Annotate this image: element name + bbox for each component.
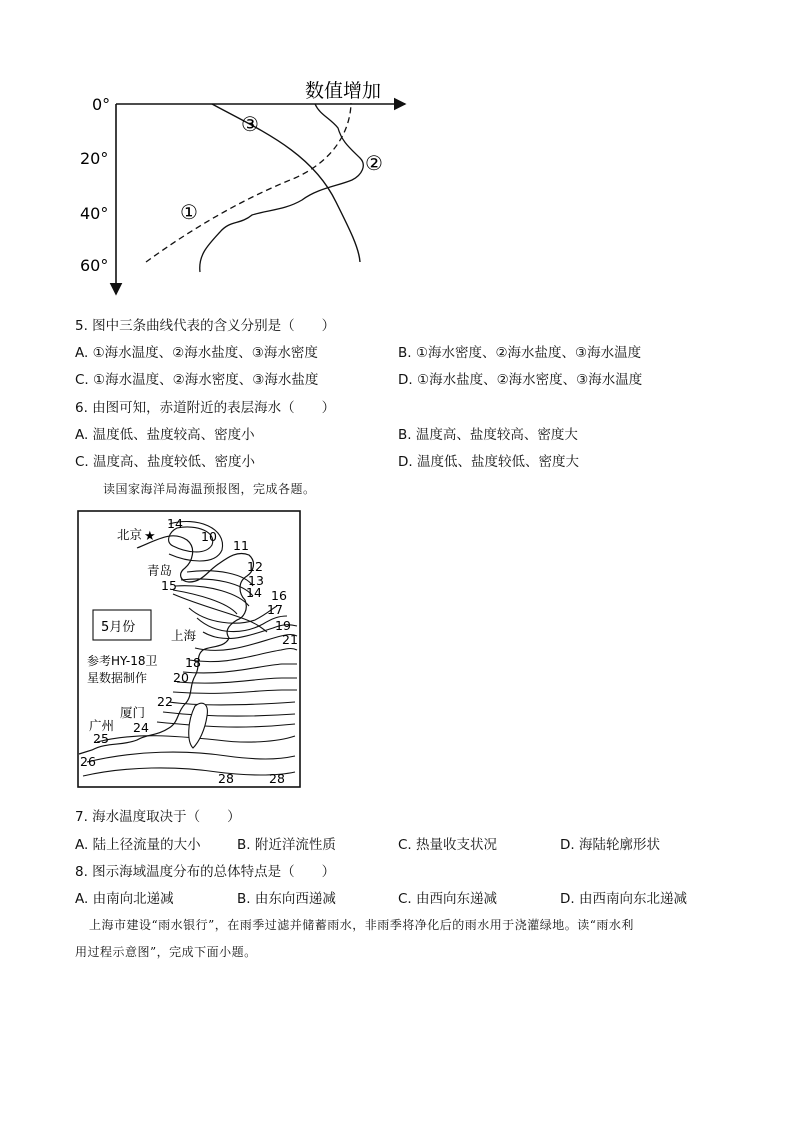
q5-option-b[interactable]: B. ①海水密度、②海水盐度、③海水温度 [398,345,642,361]
isotherm-label: 17 [267,602,283,617]
beijing-star-icon: ★ [144,529,156,544]
curve-2 [200,104,364,272]
q6-option-b[interactable]: B. 温度高、盐度较高、密度大 [398,427,578,443]
intro-sea-temp: 读国家海洋局海温预报图，完成各题。 [103,482,316,496]
isotherm-label: 14 [246,585,262,600]
q5-option-d[interactable]: D. ①海水盐度、②海水密度、③海水温度 [398,372,643,388]
isotherm-label: 10 [201,529,217,544]
city-beijing: 北京 [117,527,143,542]
y-tick-40: 40° [80,204,109,223]
intro-rain-bank-line2: 用过程示意图”，完成下面小题。 [75,945,257,959]
q6-stem: 6. 由图可知，赤道附近的表层海水（ ） [75,400,336,416]
isotherm-label: 16 [271,588,287,603]
q7-option-a[interactable]: A. 陆上径流量的大小 [75,837,201,853]
data-source-note-2: 星数据制作 [87,671,148,685]
q7-option-b[interactable]: B. 附近洋流性质 [237,837,336,853]
intro-rain-bank-line1: 上海市建设“雨水银行”，在雨季过滤并储蓄雨水，非雨季将净化后的雨水用于浇灌绿地。读“雨水利 [89,918,634,932]
isotherm-label: 18 [185,655,201,670]
month-label: 5月份 [101,620,136,635]
isotherm-label: 12 [247,559,263,574]
q6-option-d[interactable]: D. 温度低、盐度较低、密度大 [398,454,579,470]
q8-option-b[interactable]: B. 由东向西递减 [237,891,336,907]
q5-option-c[interactable]: C. ①海水温度、②海水密度、③海水盐度 [75,372,319,388]
isotherm-label: 20 [173,670,189,685]
isotherm-label: 13 [248,573,264,588]
q6-option-c[interactable]: C. 温度高、盐度较低、密度小 [75,454,256,470]
q7-option-d[interactable]: D. 海陆轮廓形状 [560,837,660,853]
isotherm-label: 21 [282,632,298,647]
axis-title: 数值增加 [305,80,382,102]
isotherm-label: 11 [233,538,249,553]
city-qingdao: 青岛 [147,563,173,578]
city-xiamen: 厦门 [120,705,146,720]
isotherm-label: 26 [80,754,96,769]
y-tick-0: 0° [92,95,111,114]
isotherm-label: 24 [133,720,149,735]
city-shanghai: 上海 [171,628,197,643]
curve-label-1: ① [180,200,198,224]
q7-stem: 7. 海水温度取决于（ ） [75,809,241,825]
curve-label-2: ② [365,151,383,175]
isotherm-label: 25 [93,731,109,746]
property-curve-figure [80,70,420,300]
q8-option-c[interactable]: C. 由西向东递减 [398,891,498,907]
curve-label-3: ③ [241,112,259,136]
q8-stem: 8. 图示海域温度分布的总体特点是（ ） [75,864,336,880]
y-tick-20: 20° [80,149,109,168]
isotherm-label: 28 [218,771,234,786]
city-guangzhou: 广州 [89,718,115,733]
data-source-note-1: 参考HY-18卫 [87,654,158,668]
isotherm-label: 14 [167,516,183,531]
q7-option-c[interactable]: C. 热量收支状况 [398,837,498,853]
q8-option-d[interactable]: D. 由西南向东北递减 [560,891,687,907]
isotherm-label: 15 [161,578,177,593]
sea-temperature-map [77,510,301,790]
isotherm-label: 19 [275,618,291,633]
q5-stem: 5. 图中三条曲线代表的含义分别是（ ） [75,318,336,334]
y-tick-60: 60° [80,256,109,275]
isotherm-label: 22 [157,694,173,709]
q5-option-a[interactable]: A. ①海水温度、②海水盐度、③海水密度 [75,345,318,361]
isotherm-label: 28 [269,771,285,786]
q8-option-a[interactable]: A. 由南向北递减 [75,891,174,907]
q6-option-a[interactable]: A. 温度低、盐度较高、密度小 [75,427,255,443]
